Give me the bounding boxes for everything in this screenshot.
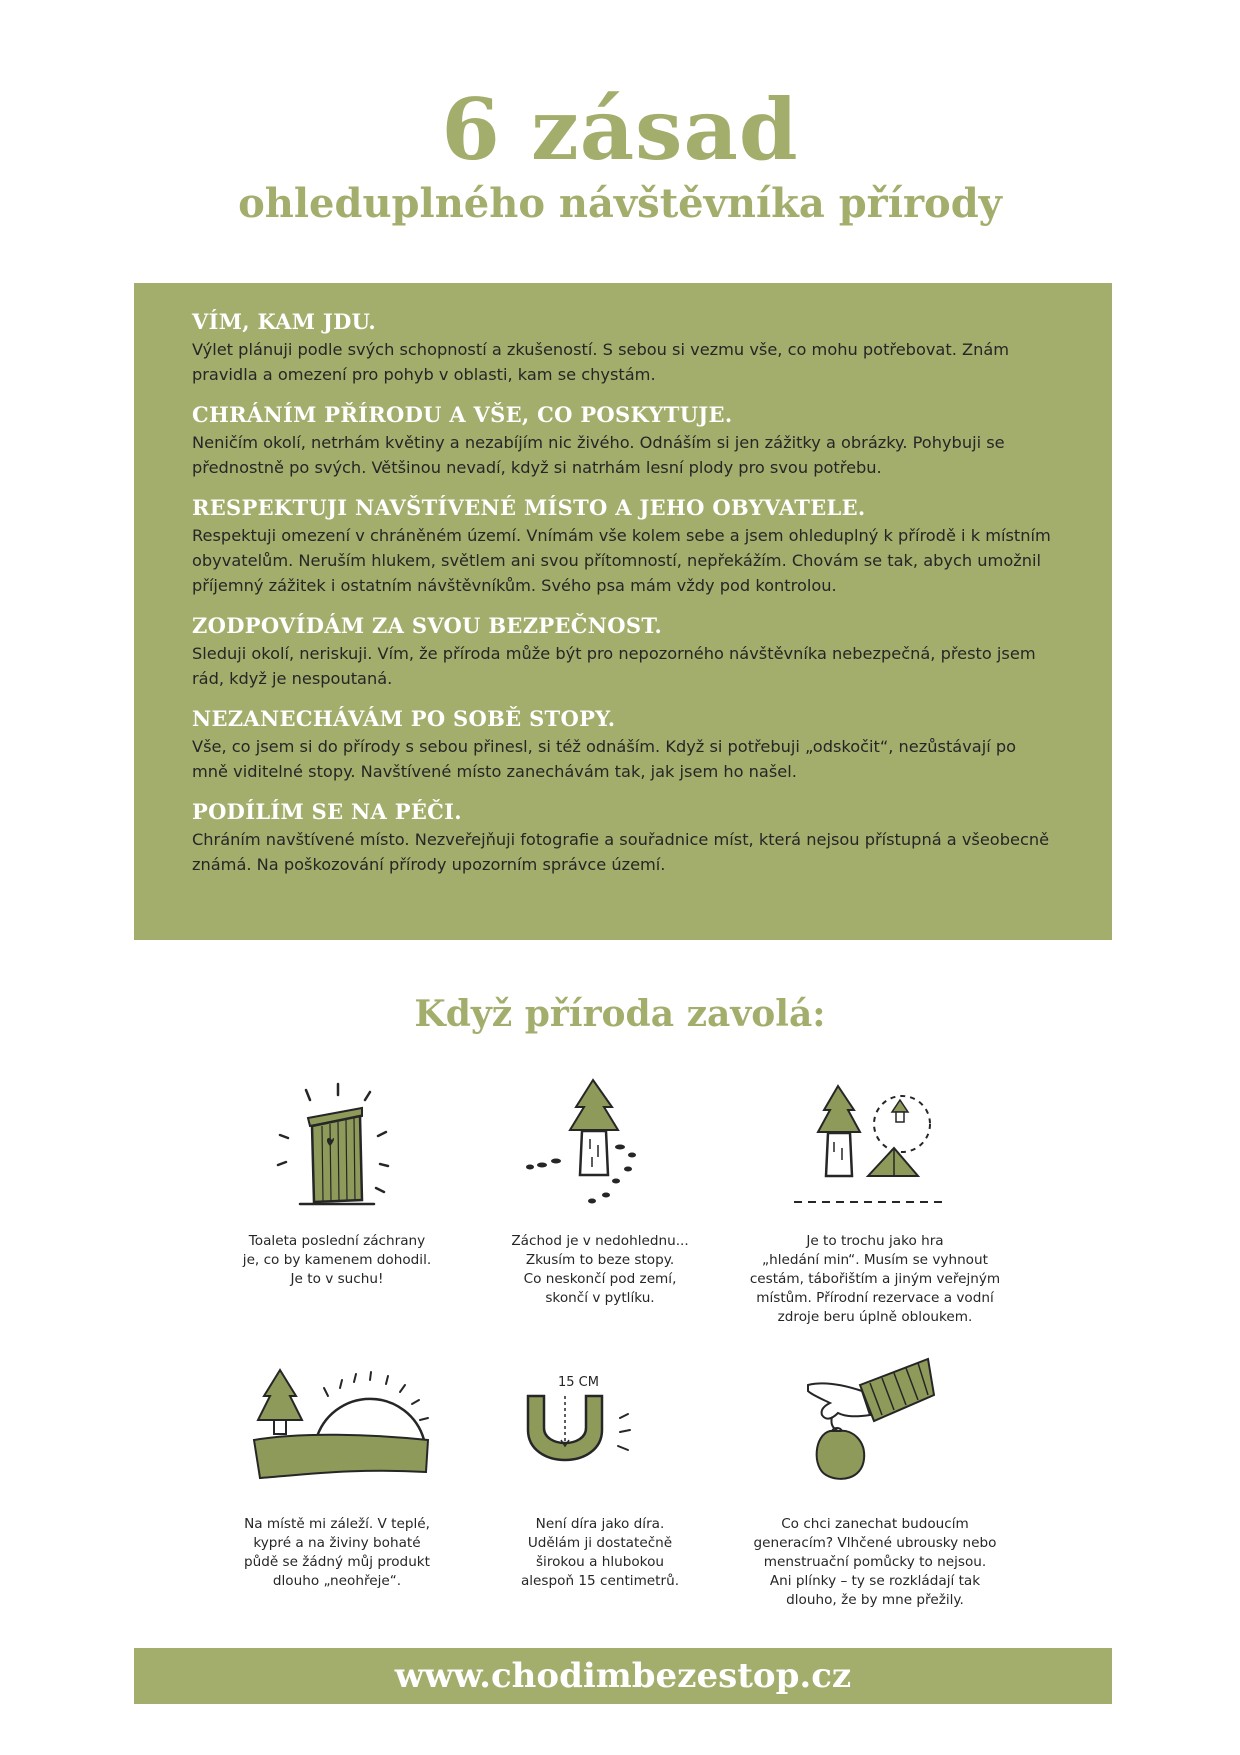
tip-caption — [470, 1232, 730, 1308]
tip-line: zdroje beru úplně obloukem. — [777, 1309, 973, 1325]
tip-line: Je to trochu jako hra — [806, 1233, 944, 1249]
nature-heading: Když příroda zavolá: — [414, 993, 826, 1035]
hole-15cm-icon — [520, 1370, 660, 1485]
tip-line: Co neskončí pod zemí, — [523, 1271, 677, 1287]
principle-heading: ZODPOVÍDÁM ZA SVOU BEZPEČNOST. — [192, 613, 663, 638]
principle-heading: PODÍLÍM SE NA PÉČI. — [192, 799, 462, 824]
page-subtitle: ohleduplného návštěvníka přírody — [238, 180, 1002, 227]
principle-heading: VÍM, KAM JDU. — [192, 309, 376, 334]
principle-text: Vše, co jsem si do přírody s sebou přinesl, si též odnáším. Když si potřebuji „odskočit“, nezůstávají po mně viditelné stopy. Navštívené místo zanechávám tak, jak jsem ho našel. — [192, 737, 1017, 781]
principle-item — [192, 704, 1056, 784]
tip-line: alespoň 15 centimetrů. — [520, 1573, 680, 1589]
tent-tree-icon — [790, 1080, 950, 1210]
tip-line: skončí v pytlíku. — [545, 1290, 655, 1306]
tip-line: místům. Přírodní rezervace a vodní — [756, 1290, 994, 1306]
footer-bar — [134, 1648, 1112, 1704]
tip-line: je, co by kamenem dohodil. — [242, 1252, 432, 1268]
principle-item — [192, 611, 1056, 691]
tip-caption — [730, 1232, 1020, 1327]
principles-box — [134, 283, 1112, 940]
principle-text: Výlet plánuji podle svých schopností a zkušeností. S sebou si vezmu vše, co mohu potřebovat. Znám pravidla a omezení pro pohyb v oblasti, kam se chystám. — [192, 340, 1010, 384]
page-title: 6 zásad — [441, 80, 799, 179]
tip-line: „hledání min“. Musím se vyhnout — [762, 1252, 988, 1268]
principle-item — [192, 797, 1056, 877]
principle-text: Chráním navštívené místo. Nezveřejňuji fotografie a souřadnice míst, která nejsou přístupná a všeobecně známá. Na poškozování přírody upozorním správce území. — [192, 830, 1050, 874]
tip-line: Není díra jako díra. — [535, 1516, 665, 1532]
principle-text: Respektuji omezení v chráněném území. Vnímám vše kolem sebe a jsem ohleduplný k přírodě i k místním obyvatelům. Neruším hlukem, světlem ani svou přítomností, nepřekážím. Chovám se tak, abych umožnil příjemný zážitek i ostatním návštěvníkům. Svého psa mám vždy pod kontrolou. — [192, 526, 1051, 595]
tip-line: menstruační pomůcky to nejsou. — [763, 1554, 987, 1570]
tip-line: Udělám ji dostatečně — [527, 1535, 673, 1551]
website-link[interactable]: www.chodimbezestop.cz — [394, 1656, 852, 1696]
tip-line: kypré a na živiny bohaté — [253, 1535, 421, 1551]
tip-caption — [470, 1515, 730, 1591]
principle-item — [192, 400, 1056, 480]
tip-caption — [207, 1515, 467, 1591]
principle-text: Neničím okolí, netrhám květiny a nezabíjím nic živého. Odnáším si jen zážitky a obrázky. Pohybuji se přednostně po svých. Většinou nevadí, když si natrhám lesní plody pro svou potřebu. — [192, 433, 1005, 477]
tree-footprints-icon — [520, 1075, 650, 1210]
tip-line: Na místě mi záleží. V teplé, — [244, 1516, 430, 1532]
hand-bag-icon — [800, 1355, 935, 1485]
tip-line: cestám, tábořištím a jiným veřejným — [749, 1271, 1001, 1287]
tip-line: dlouho, že by mne přežily. — [786, 1592, 964, 1608]
principle-heading: CHRÁNÍM PŘÍRODU A VŠE, CO POSKYTUJE. — [192, 402, 733, 427]
tip-line: Toaleta poslední záchrany — [248, 1233, 426, 1249]
hole-depth-label: 15 CM — [558, 1375, 599, 1390]
outhouse-icon — [270, 1080, 400, 1210]
tip-line: Záchod je v nedohlednu... — [511, 1233, 689, 1249]
principle-heading: NEZANECHÁVÁM PO SOBĚ STOPY. — [192, 706, 616, 731]
tip-line: Zkusím to beze stopy. — [525, 1252, 675, 1268]
tip-caption — [207, 1232, 467, 1289]
principle-item — [192, 493, 1056, 598]
tip-line: generacím? Vlhčené ubrousky nebo — [753, 1535, 997, 1551]
tree-sun-icon — [250, 1360, 430, 1485]
principle-heading: RESPEKTUJI NAVŠTÍVENÉ MÍSTO A JEHO OBYVATELE. — [192, 495, 866, 520]
tip-line: dlouho „neohřeje“. — [272, 1573, 402, 1589]
tip-line: Co chci zanechat budoucím — [781, 1516, 969, 1532]
tip-line: Ani plínky – ty se rozkládají tak — [769, 1573, 981, 1589]
tip-line: půdě se žádný můj produkt — [243, 1554, 431, 1570]
principle-item — [192, 307, 1056, 387]
tip-line: Je to v suchu! — [290, 1271, 384, 1287]
tip-line: širokou a hlubokou — [535, 1554, 665, 1570]
tip-caption — [725, 1515, 1025, 1610]
principle-text: Sleduji okolí, neriskuji. Vím, že příroda může být pro nepozorného návštěvníka nebezpečná, přesto jsem rád, když je nespoutaná. — [192, 644, 1036, 688]
